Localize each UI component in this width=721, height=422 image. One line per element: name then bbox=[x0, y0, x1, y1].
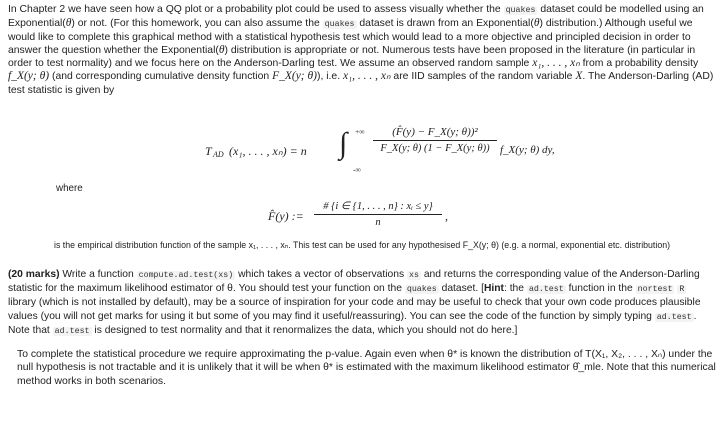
hint-label: Hint bbox=[483, 283, 504, 295]
intro-text-7: from a probability density bbox=[582, 58, 699, 70]
eq2-denominator: n bbox=[375, 217, 381, 228]
intro-text-4: dataset is drawn from an Exponential( bbox=[359, 18, 534, 30]
ad-statistic-equation bbox=[205, 123, 555, 177]
random-variable: X bbox=[575, 70, 583, 83]
task-text-8: . Note that bbox=[8, 310, 697, 336]
task-text-6: function in the bbox=[568, 283, 633, 295]
eq1-lhs-args: (x₁, . . . , xₙ) = n bbox=[229, 144, 307, 158]
cdf-notation: F_X(y; θ) bbox=[272, 70, 317, 83]
task-text-1: Write a function bbox=[62, 269, 134, 280]
code-adtest: ad.test bbox=[528, 285, 564, 295]
intro-paragraph bbox=[8, 3, 714, 97]
intro-text-10: are IID samples of the random variable bbox=[393, 71, 573, 83]
eq1-tail: f_X(y; θ) dy, bbox=[500, 144, 555, 156]
eq1-fraction bbox=[373, 126, 497, 154]
where-label: where bbox=[56, 183, 83, 194]
intro-text-8: (and corresponding cumulative density function bbox=[51, 71, 270, 83]
eq1-lhs-sub: AD bbox=[213, 150, 224, 159]
code-r: R bbox=[679, 285, 685, 295]
marks-label: (20 marks) bbox=[8, 269, 60, 280]
integral-upper: +∞ bbox=[355, 127, 365, 136]
theta-symbol: θ bbox=[533, 17, 540, 30]
eq2-numerator: # {i ∈ {1, . . . , n} : xᵢ ≤ y} bbox=[314, 200, 442, 215]
ecdf-description: is the empirical distribution function of the sample x₁, . . . , xₙ. This test can be used for any hypothesised F_X(y; θ) (e.g. a normal, exponential etc. distribution) bbox=[54, 240, 671, 250]
code-quakes: quakes bbox=[505, 6, 536, 15]
task-text-4: dataset. [ bbox=[441, 283, 484, 295]
ecdf-equation bbox=[268, 198, 468, 234]
intro-text-5: ) distribution.) Although useful we would like to complete this graphical method with a statistical hypothesis test which would lead to a more objective and principled decision in order to answer the question whether the Exponential( bbox=[8, 18, 693, 57]
task-text-7: library (which is not installed by default), may be a source of inspiration for your code and may be useful to check that your own code produces plausible values (you will not get marks for using it but some of you may find it useful/reassuring). You can see the code of the function by simply typing bbox=[8, 297, 701, 322]
eq1-numerator: (F̂(y) − F_X(y; θ))² bbox=[373, 126, 497, 141]
eq2-lhs: F̂(y) := bbox=[268, 209, 304, 223]
intro-text-1: In Chapter 2 we have seen how a QQ plot or a probability plot could be used to assess visually whether the bbox=[8, 4, 501, 15]
code-nortest: nortest bbox=[637, 285, 673, 295]
intro-text-2: dataset could be modelled using an Exponential( bbox=[8, 4, 704, 30]
intro-text-11: . The Anderson-Darling (AD) test statistic is given by bbox=[8, 71, 714, 96]
eq1-denominator: F_X(y; θ) (1 − F_X(y; θ)) bbox=[380, 143, 490, 154]
theta-symbol: θ bbox=[65, 17, 72, 30]
code-adtest: ad.test bbox=[54, 326, 90, 336]
intro-text-6: ) distribution is appropriate or not. Numerous tests have been proposed in the literature (in particular in order to test normality) and we focus here on the Anderson-Darling test. We assume an observed random sample bbox=[8, 45, 696, 70]
theta-symbol: θ bbox=[218, 44, 225, 57]
code-quakes: quakes bbox=[324, 20, 355, 30]
code-function-name: compute.ad.test(xs) bbox=[138, 271, 234, 280]
task-text-9: is designed to test normality and that it renormalizes the data, which you should not do here.] bbox=[94, 324, 518, 336]
eq2-tail: , bbox=[445, 209, 448, 223]
integral-lower: -∞ bbox=[353, 165, 361, 174]
intro-text-3: ) or not. (For this homework, you can also assume the bbox=[71, 18, 320, 30]
code-adtest: ad.test bbox=[656, 312, 692, 322]
task-text-3: and returns the corresponding value of the Anderson-Darling statistic for the maximum likelihood estimator of θ. You should test your function on the bbox=[8, 269, 700, 295]
task-paragraph bbox=[8, 268, 714, 338]
density-notation: f_X(y; θ) bbox=[8, 70, 50, 83]
sample-notation: x₁, . . . , xₙ bbox=[342, 70, 391, 83]
integral-sign: ∫ bbox=[339, 127, 348, 160]
eq1-lhs: T bbox=[205, 144, 212, 158]
code-quakes: quakes bbox=[406, 285, 437, 295]
task-text-2: which takes a vector of observations bbox=[238, 269, 405, 280]
task-text-5: : the bbox=[503, 283, 525, 295]
eq2-fraction bbox=[314, 200, 442, 228]
sample-notation: x₁, . . . , xₙ bbox=[532, 57, 580, 70]
intro-text-9: ), i.e. bbox=[316, 71, 341, 83]
pvalue-paragraph: To complete the statistical procedure we require approximating the p-value. Again even when θ* is known the distribution of T(X₁, X₂, . . . , Xₙ) under the null hypothesis is not tractable and it is unlikely that it will be when θ* is estimated with the maximum likelihood estimator θ̂_mle. Note that this numerical method works in both scenarios. bbox=[17, 349, 716, 387]
code-xs: xs bbox=[408, 271, 419, 280]
